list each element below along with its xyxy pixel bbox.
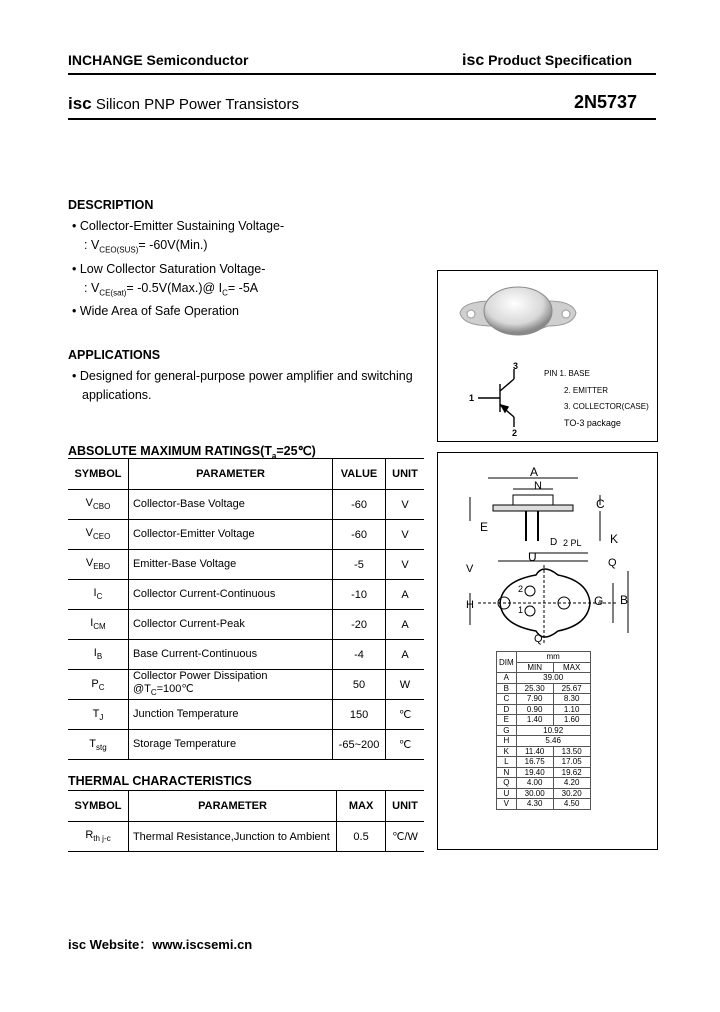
row-unit: ℃ bbox=[386, 730, 425, 760]
pin2-num: 2 bbox=[512, 428, 518, 438]
col-value: VALUE bbox=[333, 459, 386, 490]
footer-website bbox=[68, 934, 252, 953]
to3-package-photo bbox=[438, 271, 657, 441]
dim-unit: mm bbox=[516, 652, 590, 663]
pnp-symbol bbox=[478, 369, 514, 427]
row-unit: ℃ bbox=[386, 700, 425, 730]
row-value: -10 bbox=[333, 580, 386, 610]
dimension-table-wrap bbox=[496, 651, 591, 810]
spec-prefix: isc bbox=[462, 52, 485, 69]
thermal-heading: THERMAL CHARACTERISTICS bbox=[68, 774, 252, 788]
thermal-parameter: Thermal Resistance,Junction to Ambient bbox=[128, 822, 336, 852]
title-text: Silicon PNP Power Transistors bbox=[95, 96, 299, 113]
ratings-heading: ABSOLUTE MAXIMUM $RATINGS(T_a=25℃)$ bbox=[68, 444, 316, 461]
row-parameter: Collector-Emitter Voltage bbox=[128, 520, 332, 550]
pin3-label: 3. COLLECTOR(CASE) bbox=[564, 402, 649, 411]
spec-label bbox=[462, 52, 632, 70]
header-rule-bottom bbox=[68, 118, 656, 120]
dim-label-Q-bottom: Q bbox=[534, 633, 543, 645]
title-prefix: isc bbox=[68, 94, 92, 113]
applications-heading: APPLICATIONS bbox=[68, 348, 161, 362]
row-symbol: $V_{CEO}$ bbox=[68, 520, 128, 550]
dim-label-E: E bbox=[480, 520, 489, 534]
row-symbol: $I_{CM}$ bbox=[68, 610, 128, 640]
row-unit: A bbox=[386, 610, 425, 640]
ratings-row bbox=[68, 670, 424, 700]
thermal-value: 0.5 bbox=[337, 822, 386, 852]
spec-text: Product Specification bbox=[488, 52, 633, 68]
row-unit: V bbox=[386, 520, 425, 550]
dim-label-K: K bbox=[610, 532, 619, 546]
row-parameter: Collector Current-Peak bbox=[128, 610, 332, 640]
thermal-col-unit: UNIT bbox=[386, 791, 424, 822]
pin2-label: 2. EMITTER bbox=[564, 386, 609, 395]
package-image-box bbox=[437, 270, 658, 442]
col-symbol: SYMBOL bbox=[68, 459, 128, 490]
row-parameter: Junction Temperature bbox=[128, 700, 332, 730]
dim-label-A: A bbox=[530, 465, 539, 479]
row-parameter: Collector-Base Voltage bbox=[128, 490, 332, 520]
col-parameter: PARAMETER bbox=[128, 459, 332, 490]
desc-item-2: • Low Collector Saturation Voltage- bbox=[72, 261, 266, 276]
dim-row: K 11.40 13.50 bbox=[497, 746, 591, 757]
row-value: -60 bbox=[333, 490, 386, 520]
dim-col-max: MAX bbox=[553, 662, 590, 673]
pin1-num: 1 bbox=[469, 393, 475, 403]
row-symbol: $T_J$ bbox=[68, 700, 128, 730]
dim-label-G: G bbox=[594, 594, 604, 608]
package-label: TO-3 package bbox=[564, 418, 621, 428]
dim-label-B: B bbox=[620, 593, 629, 607]
outline-drawing bbox=[438, 453, 657, 648]
dim-row: V 4.30 4.50 bbox=[497, 799, 591, 810]
row-parameter: Emitter-Base Voltage bbox=[128, 550, 332, 580]
mechanical-drawing-box bbox=[437, 452, 658, 850]
dim-label-2pl: 2 PL bbox=[563, 538, 582, 548]
ratings-row bbox=[68, 610, 424, 640]
row-unit: V bbox=[386, 550, 425, 580]
pin1-label: PIN 1. BASE bbox=[544, 369, 590, 378]
thermal-symbol: $R_{th j-c}$ bbox=[68, 822, 128, 852]
dim-row: H 5.46 bbox=[497, 736, 591, 747]
pin3-num: 3 bbox=[513, 361, 519, 371]
desc-item-2-value: : $V_{CE(sat)}=$ -0.5V(Max.)@ $I_C= -5A$ bbox=[84, 280, 259, 297]
row-value: -5 bbox=[333, 550, 386, 580]
row-unit: A bbox=[386, 580, 425, 610]
dim-col-min: MIN bbox=[516, 662, 553, 673]
drawing-pin-2: 2 bbox=[518, 584, 524, 594]
dim-row: B 25.30 25.67 bbox=[497, 683, 591, 694]
desc-item-1-value: : $V_{CEO(SUS)}= -60V(Min.)$ bbox=[84, 238, 208, 255]
row-value: 50 bbox=[333, 670, 386, 700]
header-rule-top bbox=[68, 73, 656, 75]
dim-row: U 30.00 30.20 bbox=[497, 788, 591, 799]
thermal-row bbox=[68, 822, 424, 852]
thermal-col-symbol: SYMBOL bbox=[68, 791, 128, 822]
dim-label-Q-top: Q bbox=[608, 557, 617, 569]
footer-label: isc Website： bbox=[68, 937, 153, 952]
footer-url[interactable]: www.iscsemi.cn bbox=[152, 937, 253, 952]
row-unit: W bbox=[386, 670, 425, 700]
desc-item-3: • Wide Area of Safe Operation bbox=[72, 304, 239, 318]
desc-item-1: • Collector-Emitter Sustaining Voltage- bbox=[72, 219, 285, 233]
row-value: -60 bbox=[333, 520, 386, 550]
thermal-col-parameter: PARAMETER bbox=[128, 791, 336, 822]
row-symbol: $T_{stg}$ bbox=[68, 730, 128, 760]
thermal-col-max: MAX bbox=[337, 791, 386, 822]
drawing-pin-1: 1 bbox=[518, 605, 524, 615]
ratings-row bbox=[68, 700, 424, 730]
ratings-row bbox=[68, 550, 424, 580]
ratings-row bbox=[68, 640, 424, 670]
dim-label-N: N bbox=[534, 480, 542, 492]
row-symbol: $I_B$ bbox=[68, 640, 128, 670]
row-parameter: Collector Power Dissipation $@T_C=100℃$ bbox=[128, 670, 332, 700]
ratings-row bbox=[68, 520, 424, 550]
row-parameter: Storage Temperature bbox=[128, 730, 332, 760]
dim-label-U: U bbox=[528, 550, 537, 564]
dim-row: E 1.40 1.60 bbox=[497, 715, 591, 726]
dim-row: A 39.00 bbox=[497, 673, 591, 684]
applications-text: • Designed for general-purpose power amplifier and switching applications. bbox=[72, 369, 413, 402]
page-title bbox=[68, 94, 299, 114]
row-unit: A bbox=[386, 640, 425, 670]
dim-row: G 10.92 bbox=[497, 725, 591, 736]
company-name: INCHANGE Semiconductor bbox=[68, 52, 249, 68]
dim-row: Q 4.00 4.20 bbox=[497, 778, 591, 789]
part-number: 2N5737 bbox=[574, 92, 638, 112]
description-heading: DESCRIPTION bbox=[68, 198, 154, 212]
row-parameter: Collector Current-Continuous bbox=[128, 580, 332, 610]
ratings-row bbox=[68, 580, 424, 610]
ratings-table bbox=[68, 458, 424, 760]
ratings-row bbox=[68, 490, 424, 520]
thermal-table bbox=[68, 790, 424, 852]
dim-col-dim: DIM bbox=[497, 652, 517, 673]
dim-row: N 19.40 19.62 bbox=[497, 767, 591, 778]
dim-label-V: V bbox=[466, 563, 474, 575]
dimension-table bbox=[496, 651, 591, 810]
dim-label-D: D bbox=[550, 537, 558, 548]
row-value: -65~200 bbox=[333, 730, 386, 760]
dim-row: L 16.75 17.05 bbox=[497, 757, 591, 768]
row-symbol: $P_C$ bbox=[68, 670, 128, 700]
row-symbol: $I_C$ bbox=[68, 580, 128, 610]
row-value: -20 bbox=[333, 610, 386, 640]
row-parameter: Base Current-Continuous bbox=[128, 640, 332, 670]
dim-row: C 7.90 8.30 bbox=[497, 694, 591, 705]
ratings-row bbox=[68, 730, 424, 760]
dim-label-H: H bbox=[466, 599, 474, 611]
description-list bbox=[72, 217, 284, 321]
row-symbol: $V_{EBO}$ bbox=[68, 550, 128, 580]
row-value: -4 bbox=[333, 640, 386, 670]
dim-label-C: C bbox=[596, 497, 605, 511]
row-unit: V bbox=[386, 490, 425, 520]
thermal-unit: ℃/W bbox=[386, 822, 424, 852]
row-symbol: $V_{CBO}$ bbox=[68, 490, 128, 520]
dim-row: D 0.90 1.10 bbox=[497, 704, 591, 715]
row-value: 150 bbox=[333, 700, 386, 730]
col-unit: UNIT bbox=[386, 459, 425, 490]
